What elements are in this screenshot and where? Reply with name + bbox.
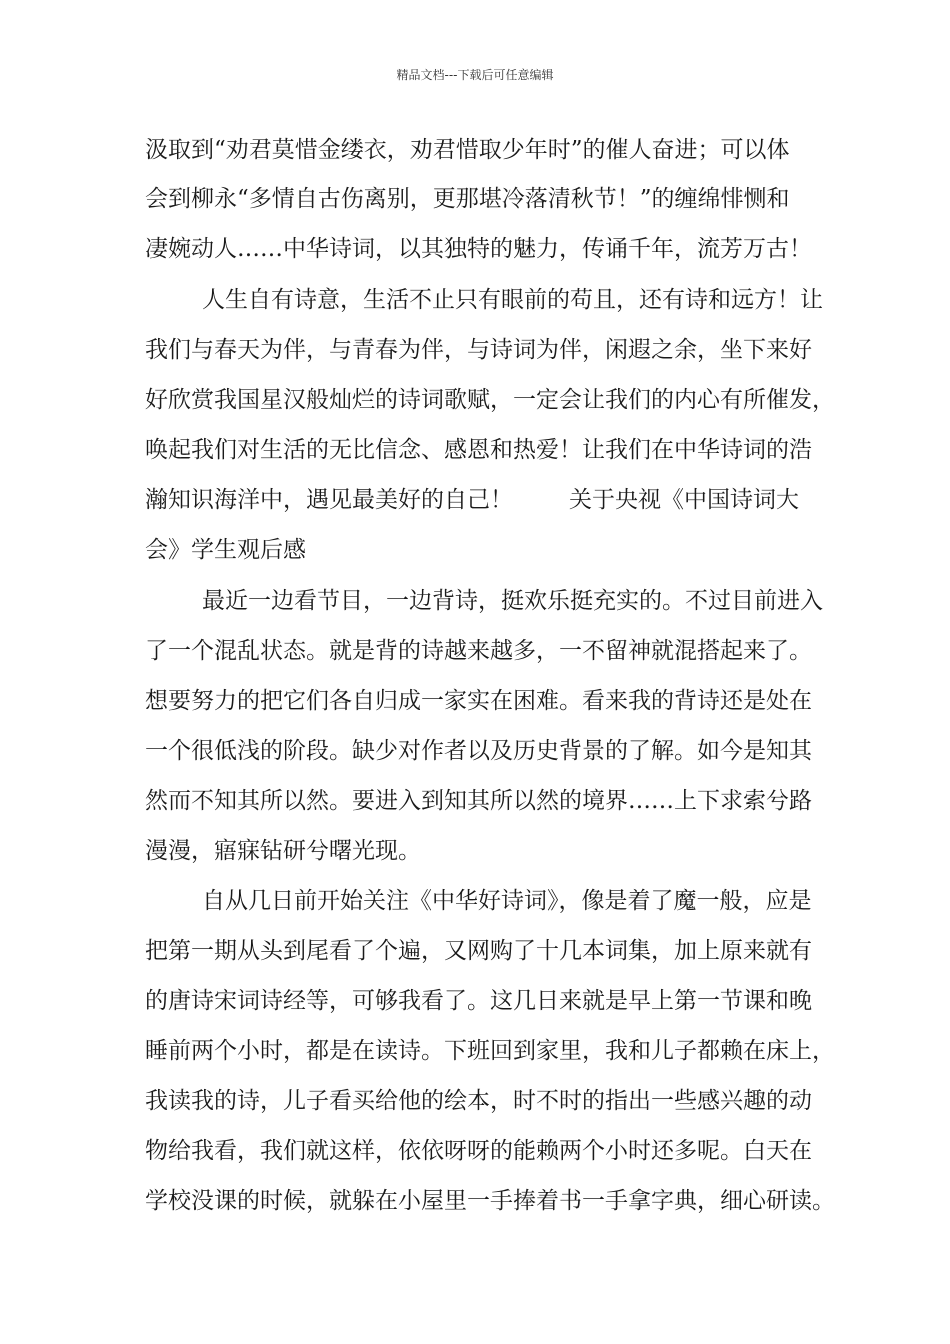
text-line: 凄婉动人……中华诗词，以其独特的魅力，传诵千年，流芳万古！ xyxy=(145,236,812,262)
paragraph-start: 自从几日前开始关注《中华好诗词》，像是着了魔一般，应是 xyxy=(202,888,812,914)
text-line: 会到柳永“多情自古伤离别，更那堪冷落清秋节！”的缠绵悱恻和 xyxy=(145,186,790,212)
text-line: 好欣赏我国星汉般灿烂的诗词歌赋，一定会让我们的内心有所催发， xyxy=(145,387,835,413)
page-header: 精品文档---下载后可任意编辑 xyxy=(396,68,554,82)
text-line: 我读我的诗，儿子看买给他的绘本，时不时的指出一些感兴趣的动 xyxy=(145,1088,812,1114)
text-line xyxy=(145,486,799,514)
text-line: 漫漫，寤寐钻研兮曙光现。 xyxy=(145,838,421,864)
text-line: 物给我看，我们就这样，依依呀呀的能赖两个小时还多呢。白天在 xyxy=(145,1138,812,1164)
text-line: 然而不知其所以然。要进入到知其所以然的境界……上下求索兮路 xyxy=(145,788,812,814)
text-line: 想要努力的把它们各自归成一家实在困难。看来我的背诗还是处在 xyxy=(145,688,812,714)
text-line: 睡前两个小时，都是在读诗。下班回到家里，我和儿子都赖在床上， xyxy=(145,1038,835,1064)
text-line: 的唐诗宋词诗经等，可够我看了。这几日来就是早上第一节课和晚 xyxy=(145,988,812,1014)
text-line: 汲取到“劝君莫惜金缕衣，劝君惜取少年时”的催人奋进；可以体 xyxy=(145,137,790,163)
paragraph-start: 人生自有诗意，生活不止只有眼前的苟且，还有诗和远方！让 xyxy=(202,287,823,313)
section-title: 关于央视《中国诗词大 xyxy=(569,487,799,513)
text-line: 学校没课的时候，就躲在小屋里一手捧着书一手拿字典，细心研读。 xyxy=(145,1188,835,1214)
paragraph-start: 最近一边看节目，一边背诗，挺欢乐挺充实的。不过目前进入 xyxy=(202,588,823,614)
text-line: 唤起我们对生活的无比信念、感恩和热爱！让我们在中华诗词的浩 xyxy=(145,437,812,463)
text-line: 了一个混乱状态。就是背的诗越来越多，一不留神就混搭起来了。 xyxy=(145,638,812,664)
text-fragment: 瀚知识海洋中，遇见最美好的自己！ xyxy=(145,487,513,513)
text-line: 我们与春天为伴，与青春为伴，与诗词为伴，闲遐之余，坐下来好 xyxy=(145,337,812,363)
text-line: 一个很低浅的阶段。缺少对作者以及历史背景的了解。如今是知其 xyxy=(145,738,812,764)
section-title-continued: 会》学生观后感 xyxy=(145,537,306,563)
text-line: 把第一期从头到尾看了个遍，又网购了十几本词集，加上原来就有 xyxy=(145,938,812,964)
